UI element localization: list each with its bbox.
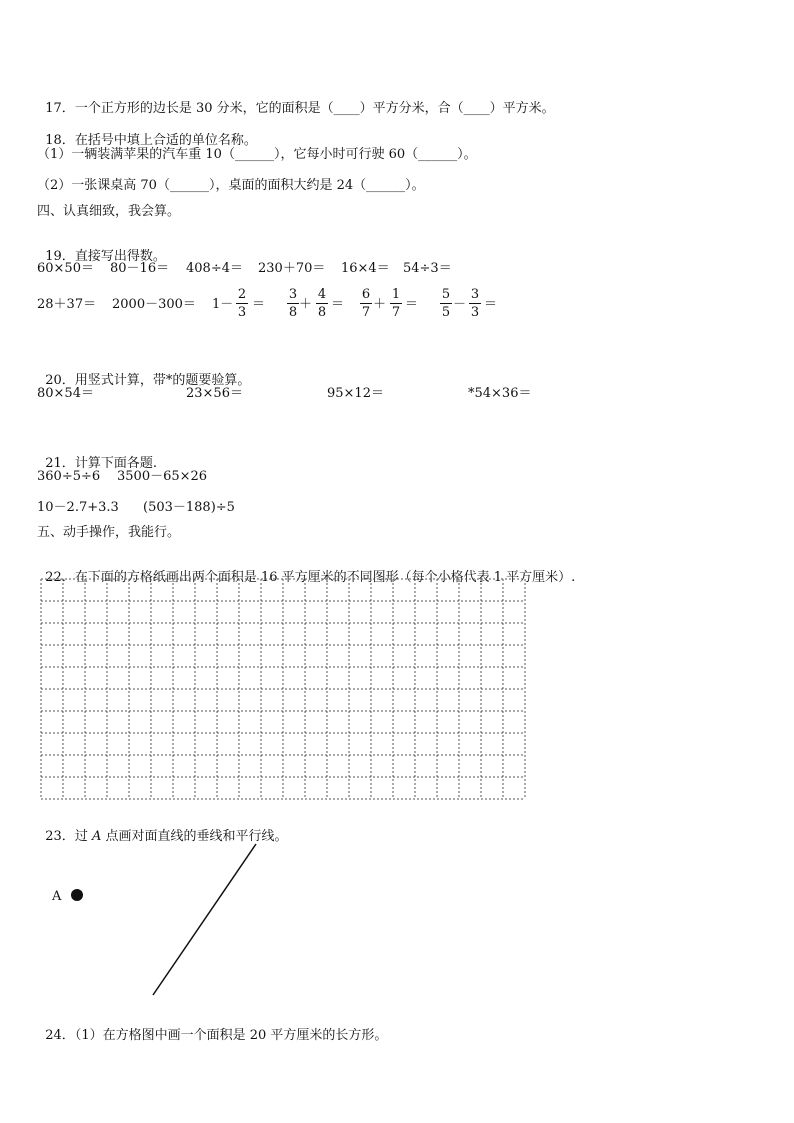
point-a-label: A (52, 889, 62, 904)
question-number: 21． (45, 456, 75, 471)
q19-expr: 28＋37＝ (37, 297, 97, 312)
question-text: 一个正方形的边长是 30 分米，它的面积是（____）平方分米，合（____）平方米。 (74, 101, 555, 116)
q21-expr: 3500－65×26 (117, 469, 208, 484)
question-title: 直接写出得数。 (74, 249, 166, 264)
question-title: 用竖式计算，带*的题要验算。 (74, 373, 251, 388)
question-24 (37, 1009, 387, 1045)
q19-expr: 2000－300＝ (112, 297, 196, 312)
q19-expr: 230＋70＝ (258, 261, 326, 276)
given-line (153, 844, 256, 995)
numerator: 1 (391, 287, 401, 302)
q20-expr: *54×36＝ (468, 386, 532, 401)
fraction (287, 287, 299, 320)
question-number: 24． (45, 1028, 75, 1043)
question-number: 20． (45, 373, 75, 388)
fraction (440, 287, 452, 320)
q21-expr: (503－188)÷5 (143, 500, 235, 515)
q21-expr: 10－2.7+3.3 (37, 500, 119, 515)
question-18-part-2: （2）一张课桌高 70（______），桌面的面积大约是 24（______）。 (37, 178, 425, 193)
numerator: 2 (237, 287, 247, 302)
equals-sign: ＝ (252, 297, 266, 312)
fraction (390, 287, 402, 320)
question-number: 17． (45, 101, 75, 116)
numerator: 6 (361, 287, 371, 302)
section-heading-4: 四、认真细致，我会算。 (37, 204, 181, 219)
numerator: 5 (441, 287, 451, 302)
numerator: 4 (317, 287, 327, 302)
numerator: 3 (470, 287, 480, 302)
question-text: 在下面的方格纸画出两个面积是 16 平方厘米的不同图形（每个小格代表 1 平方厘米）. (74, 570, 576, 585)
operator: ＋ (373, 297, 387, 312)
q20-expr: 95×12＝ (327, 386, 384, 401)
question-number: 19． (45, 249, 75, 264)
q20-expr: 80×54＝ (37, 386, 94, 401)
geometry-figure[interactable] (40, 838, 280, 1000)
section-heading-5: 五、动手操作，我能行。 (37, 525, 181, 540)
q20-expr: 23×56＝ (186, 386, 243, 401)
fraction (316, 287, 328, 320)
q21-expr: 360÷5÷6 (37, 469, 101, 484)
question-text: 过 (74, 829, 92, 844)
question-number: 23． (45, 829, 75, 844)
q19-expr: 16×4＝ (341, 261, 390, 276)
denominator: 3 (237, 305, 247, 320)
fraction-lead: 1－ (212, 297, 234, 312)
denominator: 8 (317, 305, 327, 320)
operator: ＋ (299, 297, 313, 312)
question-18 (37, 114, 257, 150)
q19-expr: 408÷4＝ (186, 261, 243, 276)
q19-expr: 60×50＝ (37, 261, 94, 276)
question-18-part-1: （1）一辆装满苹果的汽车重 10（______），它每小时可行驶 60（______）。 (37, 147, 477, 162)
equals-sign: ＝ (405, 297, 419, 312)
question-title: 在括号中填上合适的单位名称。 (74, 133, 257, 148)
denominator: 7 (391, 305, 401, 320)
denominator: 7 (361, 305, 371, 320)
question-number: 18． (45, 133, 75, 148)
numerator: 3 (288, 287, 298, 302)
fraction (469, 287, 481, 320)
equals-sign: ＝ (484, 297, 498, 312)
q19-expr: 54÷3＝ (403, 261, 452, 276)
grid-paper[interactable] (40, 578, 528, 802)
equals-sign: ＝ (331, 297, 345, 312)
fraction (360, 287, 372, 320)
denominator: 3 (470, 305, 480, 320)
question-number: 22． (45, 570, 75, 585)
question-title: 计算下面各题. (74, 456, 157, 471)
denominator: 8 (288, 305, 298, 320)
question-text: （1）在方格图中画一个面积是 20 平方厘米的长方形。 (74, 1028, 388, 1043)
fraction (236, 287, 248, 320)
question-text: 点画对面直线的垂线和平行线。 (101, 829, 288, 844)
denominator: 5 (441, 305, 451, 320)
operator: － (453, 297, 467, 312)
q19-expr: 80－16＝ (110, 261, 170, 276)
point-name: A (91, 829, 102, 844)
question-17 (37, 82, 555, 118)
point-a (71, 889, 83, 901)
